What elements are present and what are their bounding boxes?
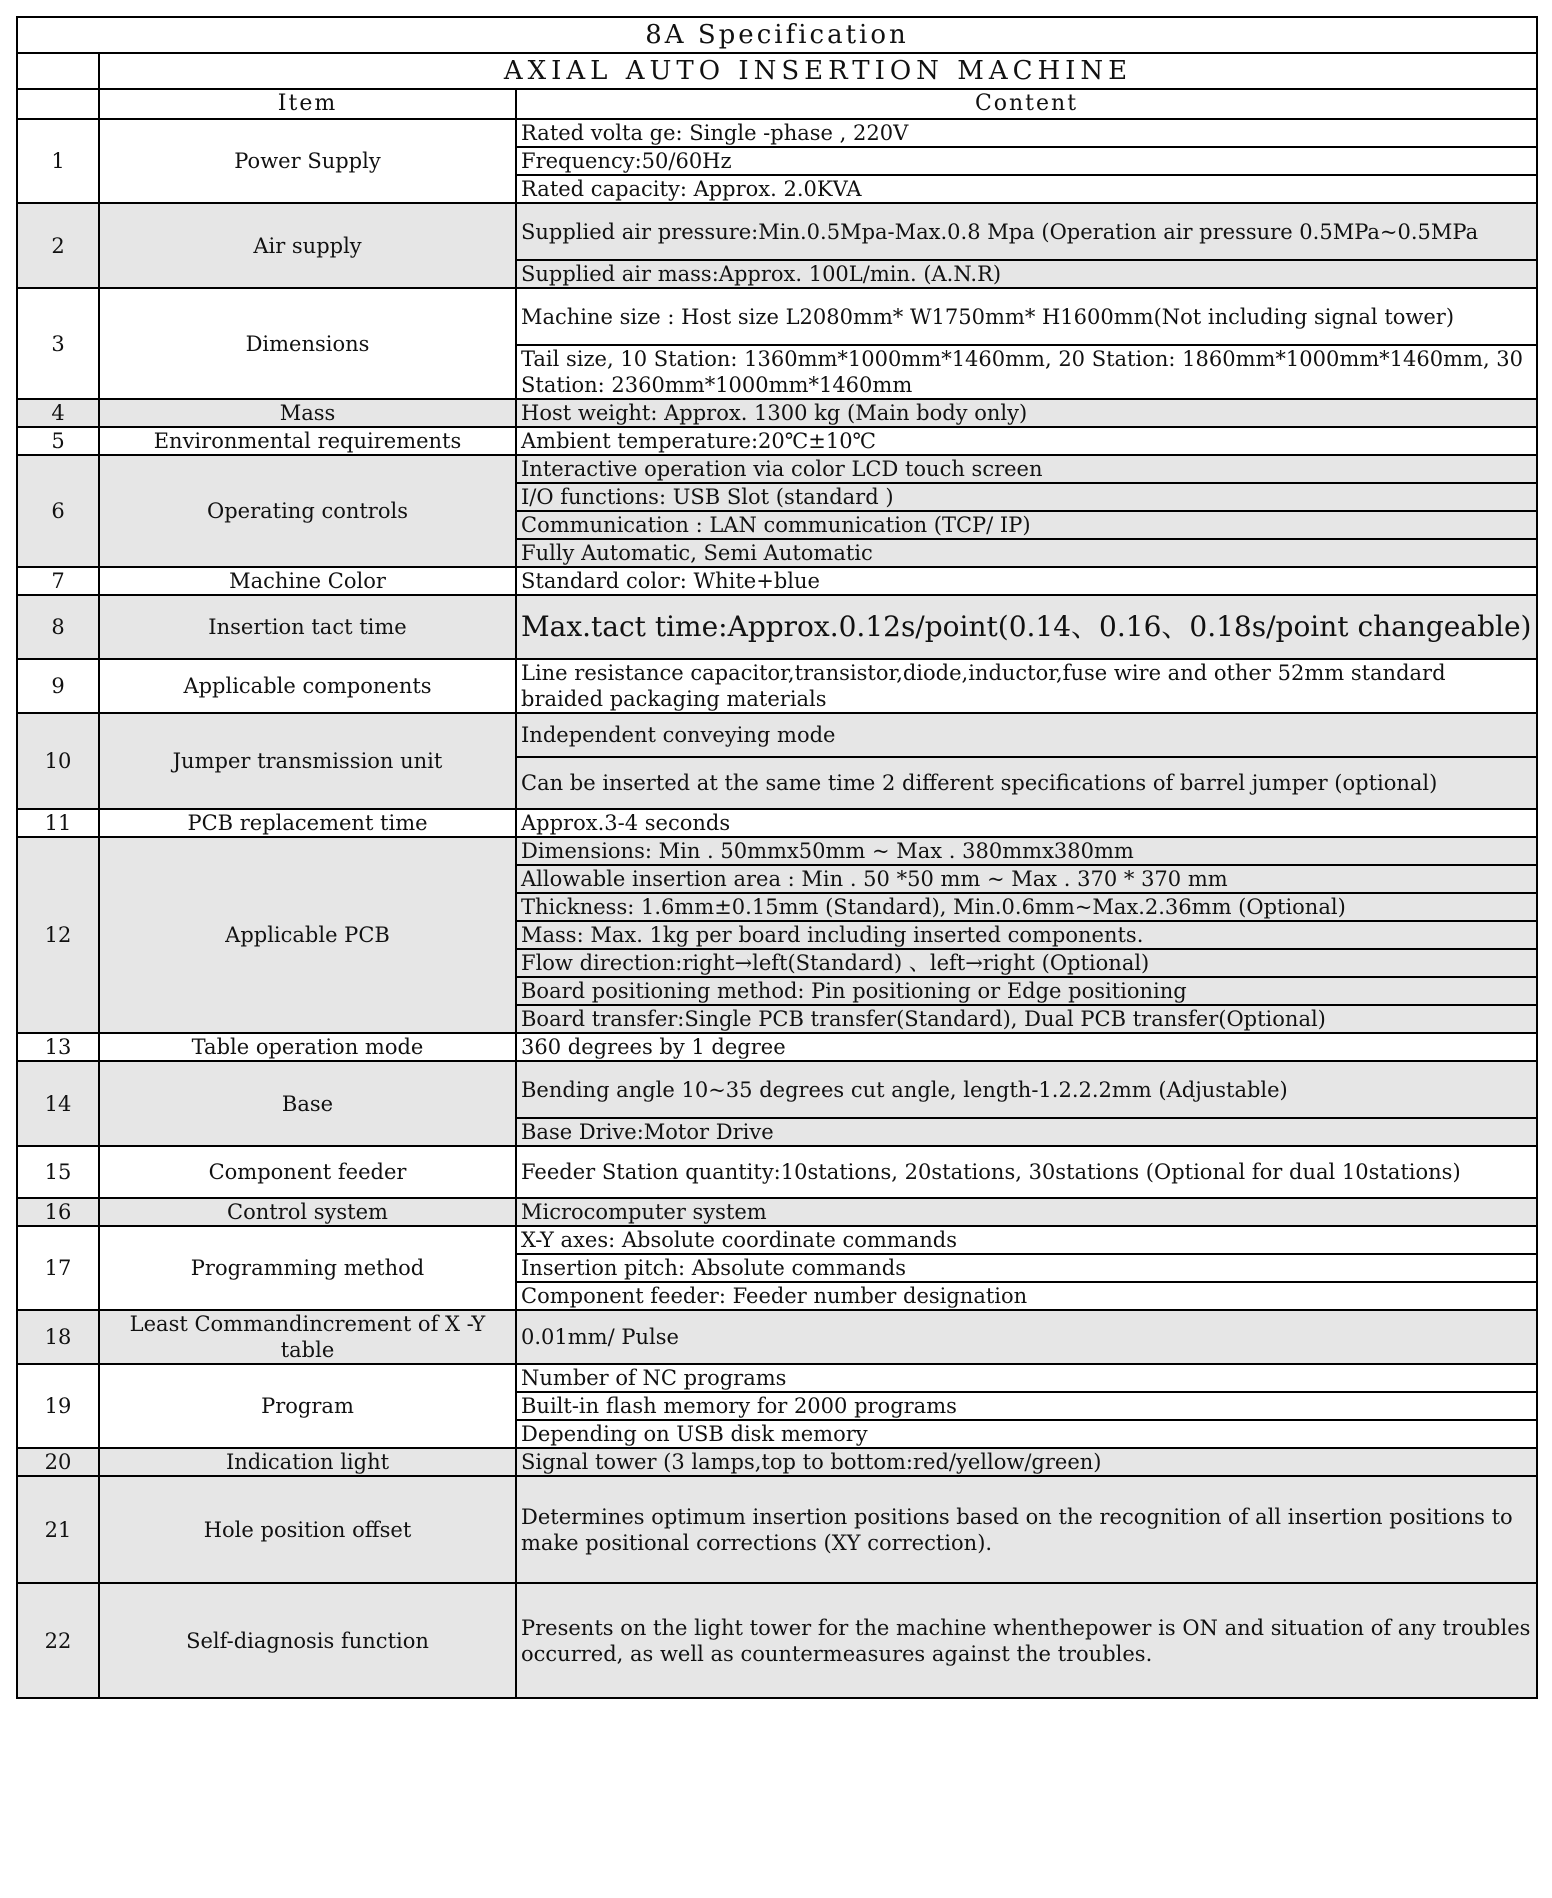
row-number: 21	[17, 1476, 99, 1583]
row-number: 13	[17, 1033, 99, 1061]
content-value: Approx.3-4 seconds	[516, 809, 1537, 837]
item-label: Applicable PCB	[99, 837, 516, 1033]
content-value: Host weight: Approx. 1300 kg (Main body only)	[516, 399, 1537, 427]
row-number: 10	[17, 713, 99, 809]
content-value: Ambient temperature:20℃±10℃	[516, 427, 1537, 455]
spec-row-8	[17, 595, 1537, 659]
item-label: Air supply	[99, 203, 516, 288]
content-value: Component feeder: Feeder number designation	[516, 1282, 1537, 1310]
row-number: 14	[17, 1061, 99, 1146]
content-value: Flow direction:right→left(Standard) 、left→right (Optional)	[516, 949, 1537, 977]
spec-row-14-line-1	[17, 1061, 1537, 1118]
content-value: Microcomputer system	[516, 1198, 1537, 1226]
spec-row-18	[17, 1310, 1537, 1364]
item-label: Operating controls	[99, 455, 516, 567]
row-number: 3	[17, 288, 99, 399]
spec-row-17-line-1	[17, 1226, 1537, 1254]
column-header-item: Item	[99, 89, 516, 119]
spec-row-15	[17, 1146, 1537, 1198]
content-value: Interactive operation via color LCD touch screen	[516, 455, 1537, 483]
row-number: 9	[17, 659, 99, 713]
content-value: Supplied air pressure:Min.0.5Mpa-Max.0.8 Mpa (Operation air pressure 0.5MPa~0.5MPa	[516, 203, 1537, 260]
spec-row-20	[17, 1448, 1537, 1476]
specification-sheet	[16, 16, 1536, 1699]
spec-row-5	[17, 427, 1537, 455]
content-value: Line resistance capacitor,transistor,diode,inductor,fuse wire and other 52mm standard braided packaging materials	[516, 659, 1537, 713]
content-value: Max.tact time:Approx.0.12s/point(0.14、0.16、0.18s/point changeable)	[516, 595, 1537, 659]
content-value: Standard color: White+blue	[516, 567, 1537, 595]
item-label: Applicable components	[99, 659, 516, 713]
content-value: Frequency:50/60Hz	[516, 147, 1537, 175]
content-value: Supplied air mass:Approx. 100L/min. (A.N.R)	[516, 260, 1537, 288]
spec-row-4	[17, 399, 1537, 427]
content-value: 360 degrees by 1 degree	[516, 1033, 1537, 1061]
item-label: Programming method	[99, 1226, 516, 1310]
row-number: 17	[17, 1226, 99, 1310]
row-number: 4	[17, 399, 99, 427]
item-label: Table operation mode	[99, 1033, 516, 1061]
row-number: 7	[17, 567, 99, 595]
content-value: I/O functions: USB Slot (standard )	[516, 483, 1537, 511]
spec-row-3-line-1	[17, 288, 1537, 345]
content-value: Depending on USB disk memory	[516, 1420, 1537, 1448]
row-number: 18	[17, 1310, 99, 1364]
content-value: Tail size, 10 Station: 1360mm*1000mm*1460mm, 20 Station: 1860mm*1000mm*1460mm, 30 Station: 2360mm*1000mm*1460mm	[516, 345, 1537, 399]
item-label: Mass	[99, 399, 516, 427]
row-number: 11	[17, 809, 99, 837]
blank-cell	[17, 89, 99, 119]
item-label: Environmental requirements	[99, 427, 516, 455]
content-value: Bending angle 10~35 degrees cut angle, length-1.2.2.2mm (Adjustable)	[516, 1061, 1537, 1118]
spec-row-16	[17, 1198, 1537, 1226]
spec-row-10-line-1	[17, 713, 1537, 757]
content-value: X-Y axes: Absolute coordinate commands	[516, 1226, 1537, 1254]
spec-row-9	[17, 659, 1537, 713]
content-value: Board positioning method: Pin positioning or Edge positioning	[516, 977, 1537, 1005]
content-value: Dimensions: Min . 50mmx50mm ~ Max . 380mmx380mm	[516, 837, 1537, 865]
row-number: 12	[17, 837, 99, 1033]
content-value: Insertion pitch: Absolute commands	[516, 1254, 1537, 1282]
item-label: Control system	[99, 1198, 516, 1226]
row-number: 1	[17, 119, 99, 203]
content-value: Rated volta ge: Single -phase , 220V	[516, 119, 1537, 147]
content-value: Machine size : Host size L2080mm* W1750mm* H1600mm(Not including signal tower)	[516, 288, 1537, 345]
machine-title: AXIAL AUTO INSERTION MACHINE	[99, 53, 1537, 89]
spec-row-19-line-1	[17, 1364, 1537, 1392]
content-value: Rated capacity: Approx. 2.0KVA	[516, 175, 1537, 203]
row-number: 5	[17, 427, 99, 455]
content-value: Can be inserted at the same time 2 different specifications of barrel jumper (optional)	[516, 757, 1537, 809]
content-value: Thickness: 1.6mm±0.15mm (Standard), Min.0.6mm~Max.2.36mm (Optional)	[516, 893, 1537, 921]
spec-row-6-line-1	[17, 455, 1537, 483]
row-number: 16	[17, 1198, 99, 1226]
content-value: Presents on the light tower for the machine whenthepower is ON and situation of any troubles occurred, as well as countermeasures against the troubles.	[516, 1583, 1537, 1698]
spec-row-11	[17, 809, 1537, 837]
spec-row-7	[17, 567, 1537, 595]
row-number: 15	[17, 1146, 99, 1198]
row-number: 2	[17, 203, 99, 288]
spec-row-2-line-1	[17, 203, 1537, 260]
spec-row-1-line-1	[17, 119, 1537, 147]
item-label: Least Commandincrement of X -Y table	[99, 1310, 516, 1364]
item-label: Jumper transmission unit	[99, 713, 516, 809]
content-value: Allowable insertion area : Min . 50 *50 mm ~ Max . 370 * 370 mm	[516, 865, 1537, 893]
item-label: Dimensions	[99, 288, 516, 399]
item-label: Insertion tact time	[99, 595, 516, 659]
item-label: Program	[99, 1364, 516, 1448]
spec-row-12-line-1	[17, 837, 1537, 865]
item-label: Machine Color	[99, 567, 516, 595]
item-label: Component feeder	[99, 1146, 516, 1198]
row-number: 8	[17, 595, 99, 659]
row-number: 20	[17, 1448, 99, 1476]
column-header-content: Content	[516, 89, 1537, 119]
row-number: 22	[17, 1583, 99, 1698]
content-value: Determines optimum insertion positions based on the recognition of all insertion positions to make positional corrections (XY correction).	[516, 1476, 1537, 1583]
content-value: Mass: Max. 1kg per board including inserted components.	[516, 921, 1537, 949]
blank-cell	[17, 53, 99, 89]
content-value: Board transfer:Single PCB transfer(Standard), Dual PCB transfer(Optional)	[516, 1005, 1537, 1033]
content-value: Communication : LAN communication (TCP/ IP)	[516, 511, 1537, 539]
spec-row-13	[17, 1033, 1537, 1061]
row-number: 6	[17, 455, 99, 567]
spec-row-22	[17, 1583, 1537, 1698]
content-value: Independent conveying mode	[516, 713, 1537, 757]
content-value: Signal tower (3 lamps,top to bottom:red/yellow/green)	[516, 1448, 1537, 1476]
item-label: PCB replacement time	[99, 809, 516, 837]
specification-table	[16, 16, 1538, 1699]
item-label: Indication light	[99, 1448, 516, 1476]
row-number: 19	[17, 1364, 99, 1448]
item-label: Power Supply	[99, 119, 516, 203]
content-value: Fully Automatic, Semi Automatic	[516, 539, 1537, 567]
item-label: Base	[99, 1061, 516, 1146]
content-value: Built-in flash memory for 2000 programs	[516, 1392, 1537, 1420]
item-label: Hole position offset	[99, 1476, 516, 1583]
content-value: Base Drive:Motor Drive	[516, 1118, 1537, 1146]
item-label: Self-diagnosis function	[99, 1583, 516, 1698]
spec-row-21	[17, 1476, 1537, 1583]
content-value: 0.01mm/ Pulse	[516, 1310, 1537, 1364]
content-value: Feeder Station quantity:10stations, 20stations, 30stations (Optional for dual 10stations)	[516, 1146, 1537, 1198]
content-value: Number of NC programs	[516, 1364, 1537, 1392]
document-title: 8A Specification	[17, 17, 1537, 53]
